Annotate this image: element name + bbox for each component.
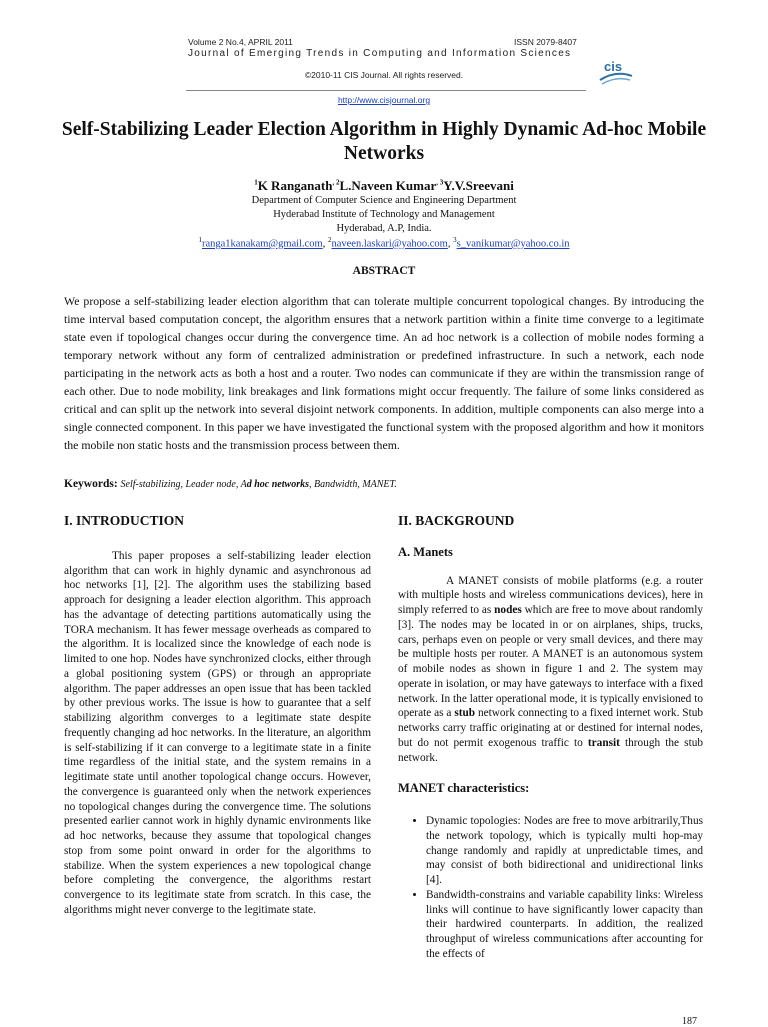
manets-p3: network connecting to a fixed internet work. Stub networks carry traffic originating at or destined for internal nodes, but do not permit exogenous traffic to (398, 707, 704, 749)
email-1-link[interactable]: ranga1kanakam@gmail.com (201, 238, 323, 250)
manets-transit: transit (587, 736, 620, 749)
authors (0, 178, 768, 194)
manets-text (398, 574, 703, 766)
abstract-heading: ABSTRACT (352, 265, 416, 277)
author-1-sup: 1 (254, 178, 258, 187)
cis-logo (598, 58, 634, 88)
intro-text: This paper proposes a self-stabilizing leader election algorithm that can work in highly dynamic and asynchronous ad hoc networks [1], [2]. The algorithm uses the stabilizing based approach for designing a leader election algorithm. This approach has the advantage of detecting partitions automatically using the TORA mechanism. It has fewer message overheads as compared to the algorithm. It is localized since the knowledge of each node is limited to one hop. Nodes have synchronized clocks, either through a global positioning system (GPS) or through an appropriate algorithm. The paper addresses an open issue that has been tackled by other previous works. The issue is how to guarantee that a self stabilizing algorithm converges to a legitimate state despite frequently changing ad hoc networks. In the literature, an algorithm is self-stabilizing if it can converge to a legitimate state in a finite time regardless of the initial state, and the system remains in a legitimate state until another topological change occurs. However, the convergence is guaranteed only when the network experiences no topological changes during the convergence time. The solutions presented earlier cannot work in highly dynamic environments like ad hoc networks, because they assume that topological changes stop from some point onward in order for the algorithms to stabilize. When the system experiences a new topological change before completing the convergence, the algorithms restart convergence to its legitimate state from scratch. In this case, the algorithms might never converge to the legitimate state. (64, 549, 371, 916)
issn: ISSN 2079-8407 (514, 37, 577, 47)
author-3-sup: , 3 (436, 178, 444, 187)
background-heading: II. BACKGROUND (398, 513, 515, 528)
keywords-bold: d hoc networks (246, 479, 309, 490)
keywords-part1: Self-stabilizing, Leader node, A (120, 479, 247, 490)
abstract-text: We propose a self-stabilizing leader election algorithm that can tolerate multiple concurrent topological changes. By introducing the time interval based computation concept, the algorithm ensures that a network partition within a finite time converge to a legitimate state even if topological changes occur during the convergence time. An ad hoc network is a collection of mobile nodes forming a temporary network without any form of centralized administration or predefined infrastructure. In such a network, each node participating in the network acts as both a host and a router. Two nodes can communicate if they are within the transmission range of each other. Due to node mobility, link breakages and link formations might occur frequently. The failure of some links considered as critical and can split up the network into several disjoint network components. In addition, multiple components can also merge into a single connected component. In this paper we have investigated the functional system with the proposed algorithm and how it monitors the mobile non static hosts and the transmission process between them. (64, 294, 704, 452)
logo-swoosh-icon (598, 68, 634, 88)
keywords (64, 478, 704, 490)
copyright: ©2010-11 CIS Journal. All rights reserved. (304, 70, 464, 80)
affiliation-inst: Hyderabad Institute of Technology and Management (273, 209, 495, 220)
paper-title: Self-Stabilizing Leader Election Algorithm in Highly Dynamic Ad-hoc Mobile Networks (61, 119, 707, 164)
header-rule (186, 90, 586, 91)
journal-name: Journal of Emerging Trends in Computing and Information Sciences (188, 48, 572, 59)
author-1: K Ranganath (257, 178, 333, 193)
affiliation-dept: Department of Computer Science and Engineering Department (251, 195, 517, 206)
list-item: • Bandwidth-constrains and variable capability links: Wireless links will continue to have significantly lower capacity than their hardwired counterparts. In addition, the realized throughput of wireless communications after accounting for the effects of (426, 888, 703, 962)
author-3: Y.V.Sreevani (443, 178, 514, 193)
email-3-link[interactable]: s_vanikumar@yahoo.co.in (456, 238, 570, 250)
journal-url[interactable]: http://www.cisjournal.org (337, 95, 431, 105)
email-3-sup: 3 (453, 236, 457, 244)
left-column (64, 514, 371, 918)
email-2-link[interactable]: naveen.laskari@yahoo.com (331, 238, 448, 250)
manets-stub: stub (454, 707, 476, 720)
list-item: • Dynamic topologies: Nodes are free to move arbitrarily,Thus the network topology, which is typically multi hop-may change randomly and rapidly at unpredictable times, and may consist of both bidirectional and unidirectional links [4]. (426, 814, 703, 888)
volume-info: Volume 2 No.4, APRIL 2011 (188, 37, 293, 47)
characteristics-list (398, 814, 703, 962)
emails: $^1$ranga1kanakam@gmail.com, $^2$naveen.laskari@yahoo.com, $^3$s_vanikumar@yahoo.co.in (198, 236, 570, 250)
manets-p2: which are free to move about randomly [3]. The nodes may be located in or on airplanes, ships, trucks, cars, perhaps even on people or very small devices, and there may be multiple hosts per router. A MANET is an autonomous system of mobile nodes as shown in figure 1 and 2. The system may operate in isolation, or may have gateways to interface with a fixed network. In the latter operational mode, it is typically envisioned to operate as a (398, 604, 704, 720)
right-column (398, 514, 703, 962)
characteristics-subheading: MANET characteristics: (398, 781, 530, 796)
page-number: 187 (682, 1016, 697, 1027)
manets-p1: A MANET consists of mobile platforms (e.g. a router with multiple hosts and wireless communications devices), here in simply referred to as (398, 574, 703, 616)
email-2-sup: 2 (327, 236, 332, 244)
author-2-sup: , 2 (332, 178, 340, 187)
intro-heading: I. INTRODUCTION (64, 513, 185, 528)
manets-subheading: A. Manets (398, 544, 453, 559)
affiliation-city: Hyderabad, A.P, India. (336, 223, 432, 234)
logo-text: cis (604, 59, 623, 74)
keywords-part2: , Bandwidth, MANET. (308, 479, 397, 490)
keywords-label: Keywords: (64, 478, 118, 490)
manets-nodes: nodes (494, 604, 522, 616)
manets-p4: through the stub network. (398, 736, 703, 764)
email-1-sup: 1 (198, 236, 202, 244)
author-2: L.Naveen Kumar (339, 178, 437, 193)
